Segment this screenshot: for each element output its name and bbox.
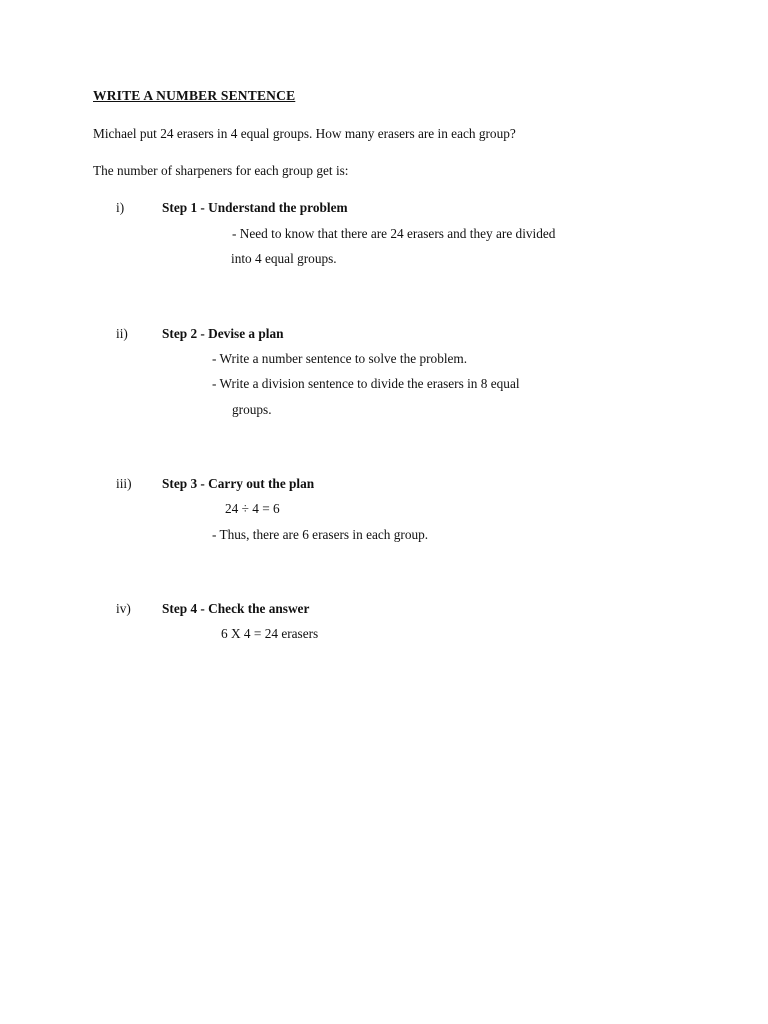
step-1-line-2: into 4 equal groups. [231,251,337,266]
step-1-heading: Step 1 - Understand the problem [162,200,348,215]
step-3-heading: Step 3 - Carry out the plan [162,476,315,491]
step-2-heading: Step 2 - Devise a plan [162,326,284,341]
step-2-line-1: - Write a number sentence to solve the problem. [212,351,468,366]
step-4-heading: Step 4 - Check the answer [162,601,310,616]
intro-text: The number of sharpeners for each group get is: [93,163,349,178]
document-title: WRITE A NUMBER SENTENCE [93,88,296,103]
step-1-line-1: - Need to know that there are 24 erasers and they are divided [232,226,556,241]
step-1-numeral: i) [116,200,125,215]
step-3-line-2: - Thus, there are 6 erasers in each group. [212,527,429,542]
step-2-line-2: - Write a division sentence to divide the erasers in 8 equal [212,376,520,391]
step-2-line-3: groups. [232,402,272,417]
step-4-numeral: iv) [116,601,131,616]
step-2-numeral: ii) [116,326,128,341]
problem-statement: Michael put 24 erasers in 4 equal groups. How many erasers are in each group? [93,126,516,141]
step-3-numeral: iii) [116,476,132,491]
step-4-equation: 6 X 4 = 24 erasers [221,626,319,641]
step-3-equation: 24 ÷ 4 = 6 [225,501,280,516]
